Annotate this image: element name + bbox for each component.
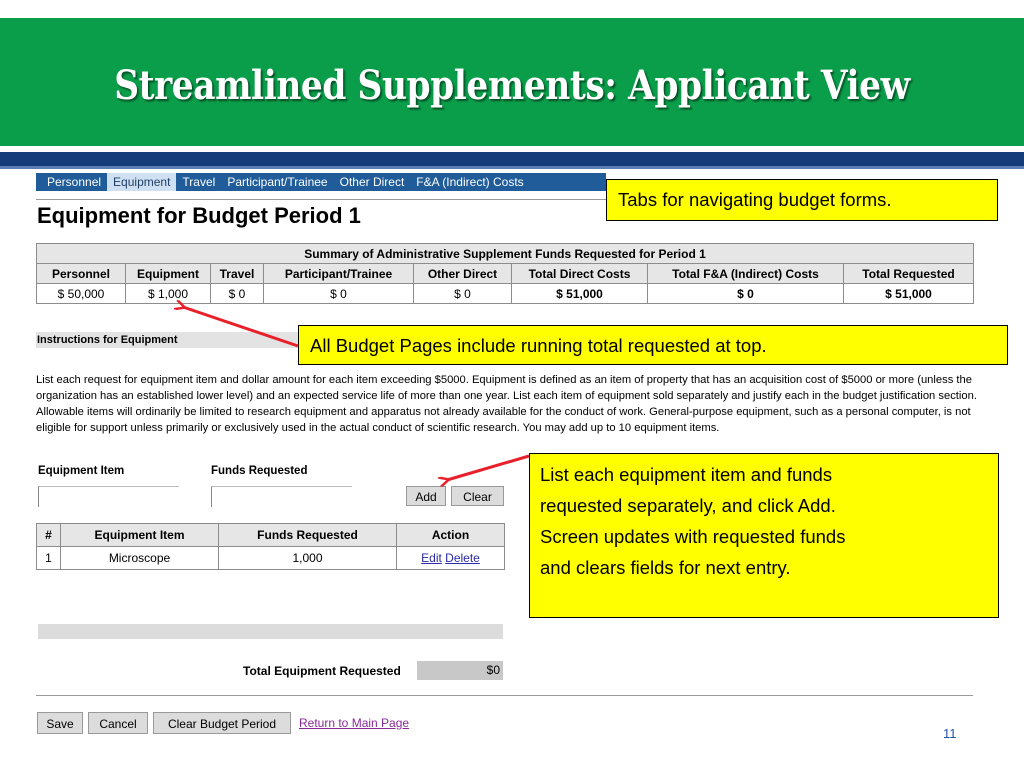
row-funds-requested: 1,000 [219, 547, 397, 570]
save-button[interactable]: Save [37, 712, 83, 734]
tab-equipment[interactable]: Equipment [107, 173, 176, 191]
cancel-button[interactable]: Cancel [88, 712, 148, 734]
tab-participant-trainee[interactable]: Participant/Trainee [227, 175, 328, 189]
clear-button[interactable]: Clear [451, 486, 504, 506]
row-number: 1 [37, 547, 61, 570]
callout-line: requested separately, and click Add. [540, 495, 836, 516]
equipment-table-header: Action [397, 524, 505, 547]
page-number: 11 [943, 726, 957, 741]
summary-value-other-direct: $ 0 [414, 284, 512, 304]
row-equipment-item: Microscope [61, 547, 219, 570]
arrow-to-equipment-total [183, 307, 298, 346]
total-equipment-label: Total Equipment Requested [243, 664, 401, 678]
tab-fa-indirect-costs[interactable]: F&A (Indirect) Costs [416, 175, 524, 189]
equipment-table-header: Equipment Item [61, 524, 219, 547]
summary-header: Total Requested [844, 264, 974, 284]
summary-value-total-direct: $ 51,000 [512, 284, 648, 304]
summary-value-personnel: $ 50,000 [37, 284, 126, 304]
edit-link[interactable]: Edit [421, 551, 442, 565]
summary-value-travel: $ 0 [211, 284, 264, 304]
total-equipment-value: $0 [417, 661, 503, 680]
callout-line: and clears fields for next entry. [540, 557, 791, 578]
summary-header: Participant/Trainee [264, 264, 414, 284]
summary-header: Equipment [126, 264, 211, 284]
callout-running-total: All Budget Pages include running total requested at top. [298, 325, 1008, 365]
summary-header: Personnel [37, 264, 126, 284]
summary-header: Total F&A (Indirect) Costs [648, 264, 844, 284]
summary-value-total-fa: $ 0 [648, 284, 844, 304]
delete-link[interactable]: Delete [445, 551, 480, 565]
page-title: Equipment for Budget Period 1 [37, 203, 361, 228]
summary-header: Total Direct Costs [512, 264, 648, 284]
callout-tabs: Tabs for navigating budget forms. [606, 179, 998, 221]
summary-header: Other Direct [414, 264, 512, 284]
tab-personnel[interactable]: Personnel [47, 175, 102, 189]
summary-value-equipment: $ 1,000 [126, 284, 211, 304]
summary-header: Travel [211, 264, 264, 284]
slide-title: Streamlined Supplements: Applicant View [114, 62, 910, 109]
clear-budget-period-button[interactable]: Clear Budget Period [153, 712, 291, 734]
tab-other-direct[interactable]: Other Direct [339, 175, 405, 189]
arrow-to-add-button [447, 456, 529, 480]
summary-caption: Summary of Administrative Supplement Funds Requested for Period 1 [37, 244, 974, 264]
tab-travel[interactable]: Travel [182, 175, 216, 189]
add-button[interactable]: Add [406, 486, 446, 506]
instructions-heading: Instructions for Equipment [36, 332, 301, 348]
equipment-item-label: Equipment Item [38, 465, 125, 477]
callout-line: Screen updates with requested funds [540, 526, 846, 547]
callout-line: List each equipment item and funds [540, 464, 833, 485]
funds-requested-label: Funds Requested [211, 465, 308, 477]
summary-value-participant: $ 0 [264, 284, 414, 304]
summary-value-total-requested: $ 51,000 [844, 284, 974, 304]
equipment-table-header: # [37, 524, 61, 547]
return-to-main-page-link[interactable]: Return to Main Page [299, 716, 410, 730]
instructions-text: List each request for equipment item and dollar amount for each item exceeding $5000. Equipment is defined as an item of property that has an acquisition cost of $5000 or more (unless the organization has an established lower level) and an expected service life of more than one year. List each item of equipment sold separately and justify each in the budget justification section. Allowable items will ordinarily be limited to research equipment and apparatus not already available for the conduct of work. General-purpose equipment, such as a personal computer, is not eligible for support unless primarily or exclusively used in the actual conduct of scientific research. You may add up to 10 equipment items. [36, 374, 977, 434]
equipment-table-header: Funds Requested [219, 524, 397, 547]
